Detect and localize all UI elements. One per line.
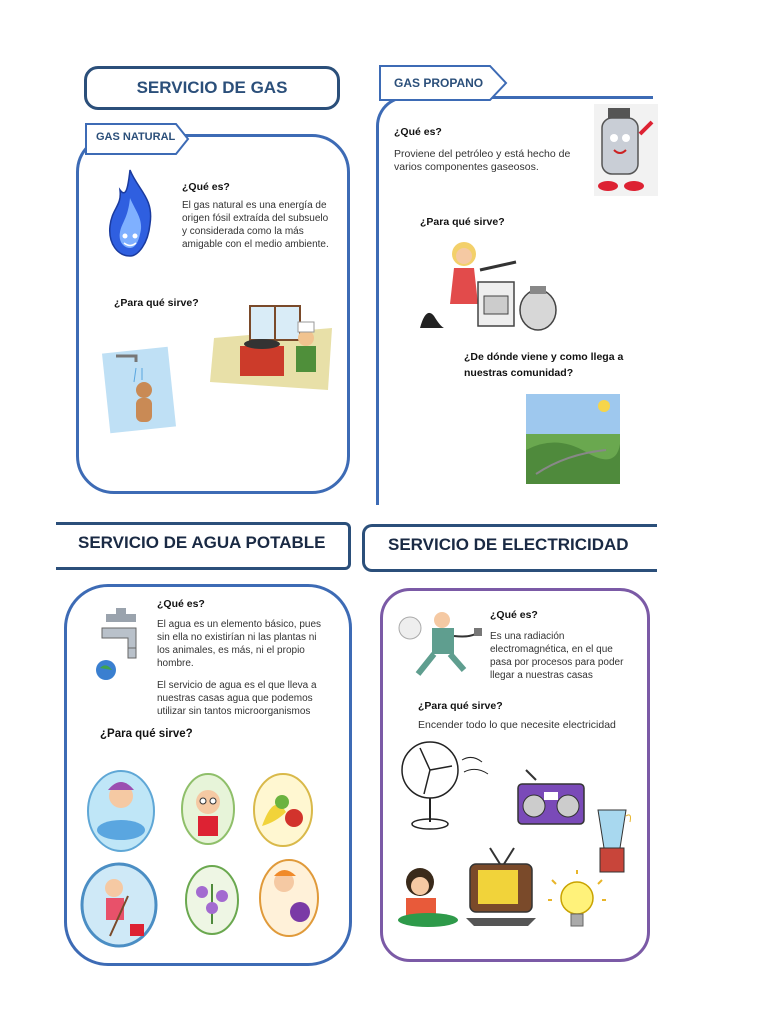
gas-propano-donde-question: ¿De dónde viene y como llega a nuestras comunidad?: [464, 351, 624, 379]
kitchen-stove-illustration: [420, 232, 560, 332]
gas-tank-character-illustration: [594, 104, 658, 196]
water-use-fruits-image: [252, 772, 314, 848]
gas-propano-que-es-question: ¿Qué es?: [394, 126, 442, 138]
water-use-cleaning-image: [80, 862, 158, 948]
electricidad-para-que-answer: Encender todo lo que necesite electricidad: [418, 719, 616, 731]
radio-illustration: [516, 770, 588, 830]
electrician-running-illustration: [398, 608, 486, 682]
gas-natural-tag: GAS NATURAL: [96, 131, 176, 143]
girl-reading-illustration: [396, 864, 462, 928]
blue-flame-icon: [104, 168, 156, 260]
water-use-cooking-image: [258, 858, 320, 938]
water-use-drinking-image: [180, 772, 236, 846]
television-illustration: [466, 846, 536, 928]
gas-title: SERVICIO DE GAS: [84, 66, 340, 110]
landscape-pipeline-illustration: [526, 394, 620, 484]
gas-natural-que-es-answer: El gas natural es una energía de origen fósil extraída del subsuelo y considerada como la más amigable con el medio ambiente.: [182, 200, 329, 250]
electricidad-que-es-question: ¿Qué es?: [490, 609, 538, 621]
blender-illustration: [592, 808, 632, 878]
cooking-chef-illustration: [210, 298, 332, 390]
agua-title: SERVICIO DE AGUA POTABLE: [78, 533, 326, 552]
gas-natural-que-es-question: ¿Qué es?: [182, 181, 230, 193]
agua-para-que-question: ¿Para qué sirve?: [100, 728, 193, 740]
gas-propano-para-que-question: ¿Para qué sirve?: [420, 216, 505, 228]
electricidad-para-que-question: ¿Para qué sirve?: [418, 700, 503, 712]
electricidad-que-es-answer: Es una radiación electromagnética, en el que pasa por procesos para poder llegar a nuestras casas: [490, 631, 624, 681]
water-use-girl-bathing-image: [86, 770, 156, 852]
agua-que-es-question: ¿Qué es?: [157, 598, 205, 610]
fan-illustration: [390, 736, 500, 832]
light-bulb-icon: [548, 870, 606, 940]
shower-illustration: [106, 346, 172, 430]
agua-que-es-answer-1: El agua es un elemento básico, pues sin ella no existirían ni las plantas ni los animales, es más, ni el propio hombre.: [157, 619, 321, 669]
gas-natural-para-que-question: ¿Para qué sirve?: [114, 297, 199, 309]
faucet-icon: [92, 608, 152, 682]
gas-propano-que-es-answer: Proviene del petróleo y está hecho de varios componentes gaseosos.: [394, 148, 571, 173]
agua-que-es-answer-2: El servicio de agua es el que lleva a nuestras casas agua que podemos utilizar sin tantos microorganismos: [157, 680, 317, 717]
electricidad-title: SERVICIO DE ELECTRICIDAD: [388, 535, 629, 554]
gas-propano-tag: GAS PROPANO: [394, 76, 484, 90]
water-use-plants-image: [184, 864, 240, 936]
